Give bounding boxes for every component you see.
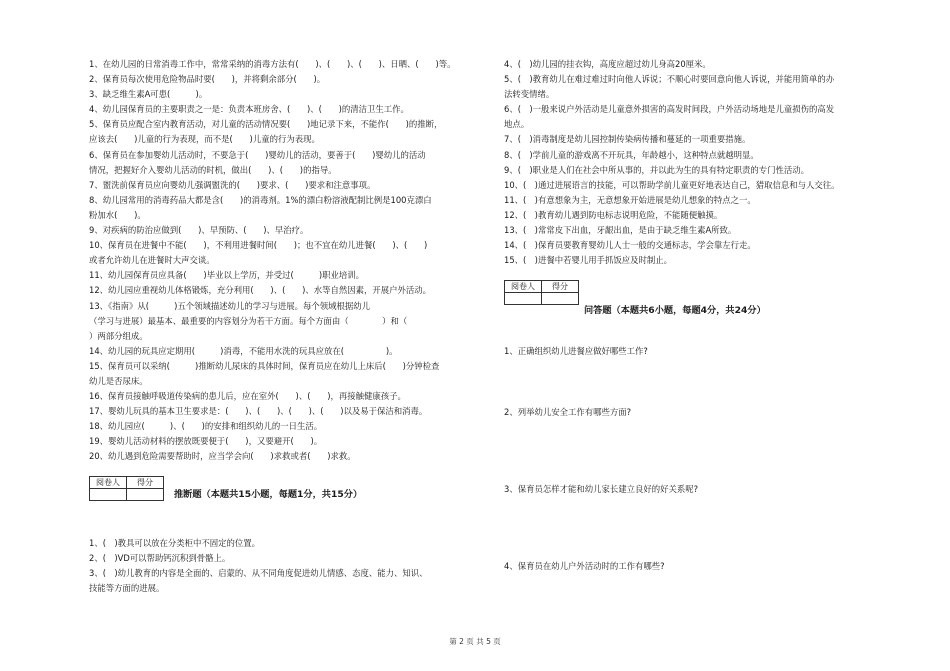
- judge-line: 7、( )消毒制度是幼儿园控制传染病传播和蔓延的一项重要措施。: [504, 134, 751, 145]
- fill-line: 4、幼儿园保育员的主要职责之一是：负责本班房舍、( )、( )的清洁卫生工作。: [89, 104, 409, 115]
- judge-list-left: [89, 536, 491, 596]
- fill-line: 1、在幼儿园的日常消毒工作中，常常采纳的消毒方法有( )、( )、( )、日晒、( )等。: [89, 59, 456, 69]
- fill-line: 5、保育员应配合室内教育活动，对儿童的活动情况要( )地记录下来，不能作( )的推断，: [89, 119, 443, 130]
- fill-line: 或者允许幼儿在进餐时大声交谈。: [89, 255, 215, 266]
- fill-line: 2、保育员每次使用危险物品时要( )，并将剩余部分( )。: [89, 74, 326, 85]
- judge-line: 4、( )幼儿园的挂衣钩，高度应超过幼儿身高20厘米。: [504, 59, 711, 69]
- grader-cell: [90, 488, 127, 500]
- judge-section-title: 推断题（本题共15小题，每题1分，共15分）: [174, 489, 363, 501]
- judge-line: 3、( )幼儿教育的内容是全面的、启蒙的、从不同角度促进幼儿情感、态度、能力、知识、: [89, 567, 428, 578]
- score-cell: [127, 488, 164, 500]
- fill-blank-list: [89, 57, 491, 465]
- grader-label: 阅卷人: [90, 476, 127, 488]
- judge-line: 2、( )VD可以帮助钙沉积到骨骼上。: [89, 552, 231, 563]
- qa-item: 3、保育员怎样才能和幼儿家长建立良好的好关系呢?: [504, 483, 699, 494]
- fill-line: 幼儿是否尿床。: [89, 375, 148, 386]
- score-box: [89, 476, 164, 501]
- qa-item: 2、列举幼儿安全工作有哪些方面?: [504, 406, 632, 417]
- fill-line: 7、盥洗前保育员应向婴幼儿强调盥洗的( )要求、( )要求和注意事项。: [89, 179, 376, 190]
- judge-line: 12、( )教育幼儿遇到防电标志说明危险，不能随便触摸。: [504, 209, 723, 220]
- fill-line: 20、幼儿遇到危险需要帮助时，应当学会向( )求救或者( )求救。: [89, 451, 356, 462]
- judge-list-right: [504, 57, 871, 268]
- score-label: 得分: [127, 476, 164, 488]
- fill-line: 10、保育员在进餐中不能( )，不利用进餐时间( )；也不宜在幼儿进餐( )、( ): [89, 240, 428, 251]
- fill-line: 粉加水( )。: [89, 209, 146, 220]
- grader-cell: [505, 293, 542, 305]
- judge-line: 10、( )通过进展语言的技能，可以帮助学前儿童更好地表达自己，猎取信息和与人交往。: [504, 179, 840, 190]
- fill-line: 8、幼儿园常用的消毒药品大都是含( )的消毒剂。1%的漂白粉溶液配制比例是100克漂白: [89, 194, 432, 205]
- judge-line: 8、( )学前儿童的游戏离不开玩具，年龄越小，这种特点就越明显。: [504, 149, 759, 160]
- right-column: [504, 57, 871, 574]
- judge-line: 9、( )职业是人们在社会中所从事的，并以此为生的具有特定职责的专门性活动。: [504, 164, 809, 175]
- judge-line: 5、( )教育幼儿在难过难过时向他人诉说；不顺心时要回意向他人诉说，并能用简单的办: [504, 74, 835, 85]
- fill-line: 3、缺乏维生素A可患( )。: [89, 89, 208, 100]
- fill-line: 9、对疾病的防治应做到( )、早预防、( )、早治疗。: [89, 225, 309, 236]
- fill-line: 11、幼儿园保育员应具备( )毕业以上学历，并受过( )职业培训。: [89, 270, 364, 281]
- judge-line: 11、( )有意想象为主，无意想象开始进展是幼儿想象的特点之一。: [504, 194, 756, 205]
- judge-line: 13、( )常常皮下出血，牙龈出血，是由于缺乏维生素A所致。: [504, 225, 737, 236]
- judge-line: 14、( )保育员要教育婴幼儿人士一般的交通标志，学会靠左行走。: [504, 240, 756, 251]
- page-footer: 第 2 页 共 5 页: [449, 637, 501, 646]
- fill-line: 12、幼儿园应重视幼儿体格锻炼，充分利用( )、( )、水等自然因素，开展户外活动。: [89, 285, 431, 296]
- fill-line: 6、保育员在参加婴幼儿活动时，不要急于( )婴幼儿的活动，要善于( )婴幼儿的活动: [89, 149, 426, 160]
- fill-line: 应该去( )儿童的行为表现，而不是( )儿童的行为表现。: [89, 134, 320, 145]
- left-column: [89, 57, 491, 596]
- grader-label: 阅卷人: [505, 281, 542, 293]
- qa-list: [504, 344, 871, 573]
- judge-line: 1、( )教具可以放在分类柜中不固定的位置。: [89, 537, 260, 548]
- fill-line: 16、保育员接触呼吸道传染病的患儿后，应在室外( )、( )，再接触健康孩子。: [89, 391, 406, 402]
- judge-line: 地点。: [504, 119, 530, 130]
- judge-section-header: [89, 476, 491, 501]
- qa-item: 1、正确组织幼儿进餐应做好哪些工作?: [504, 346, 648, 357]
- score-cell: [542, 293, 579, 305]
- fill-line: 19、婴幼儿活动材料的摆放既要便于( )，又要避开( )。: [89, 436, 323, 447]
- fill-line: 13、《指南》从( )五个领域描述幼儿的学习与进展。每个领域根据幼儿: [89, 300, 370, 311]
- fill-line: 15、保育员可以采纳( )推断幼儿尿床的具体时间，保育员应在幼儿上床后( )分钟检查: [89, 360, 440, 371]
- fill-line: ）两部分组成。: [89, 330, 148, 341]
- fill-line: 14、幼儿园的玩具应定期用( )消毒，不能用水洗的玩具应放在( )。: [89, 345, 398, 356]
- fill-line: 情况，把握好介入婴幼儿活动的时机，做出( )、( )的指导。: [89, 164, 337, 175]
- fill-line: （学习与进展）最基本、最重要的内容划分为若干方面。每个方面由（ ）和（: [89, 315, 408, 326]
- qa-section-title: 问答题（本题共6小题，每题4分，共24分）: [584, 305, 766, 317]
- qa-item: 4、保育员在幼儿户外活动时的工作有哪些?: [504, 560, 665, 571]
- fill-line: 18、幼儿园应( )、( )的安排和组织幼儿的一日生活。: [89, 421, 323, 432]
- judge-line: 法转变情绪。: [504, 89, 555, 100]
- score-box: [504, 280, 579, 305]
- fill-line: 17、婴幼儿玩具的基本卫生要求是：( )、( )、( )、( )以及易于保洁和消毒。: [89, 406, 428, 417]
- judge-line: 技能等方面的进展。: [89, 582, 165, 593]
- judge-line: 15、( )进餐中若婴儿用手抓饭应及时制止。: [504, 255, 672, 266]
- score-label: 得分: [542, 281, 579, 293]
- judge-line: 6、( )一般来说户外活动是儿童意外损害的高发时间段，户外活动场地是儿童损伤的高发: [504, 104, 835, 115]
- qa-section-header: [504, 280, 871, 305]
